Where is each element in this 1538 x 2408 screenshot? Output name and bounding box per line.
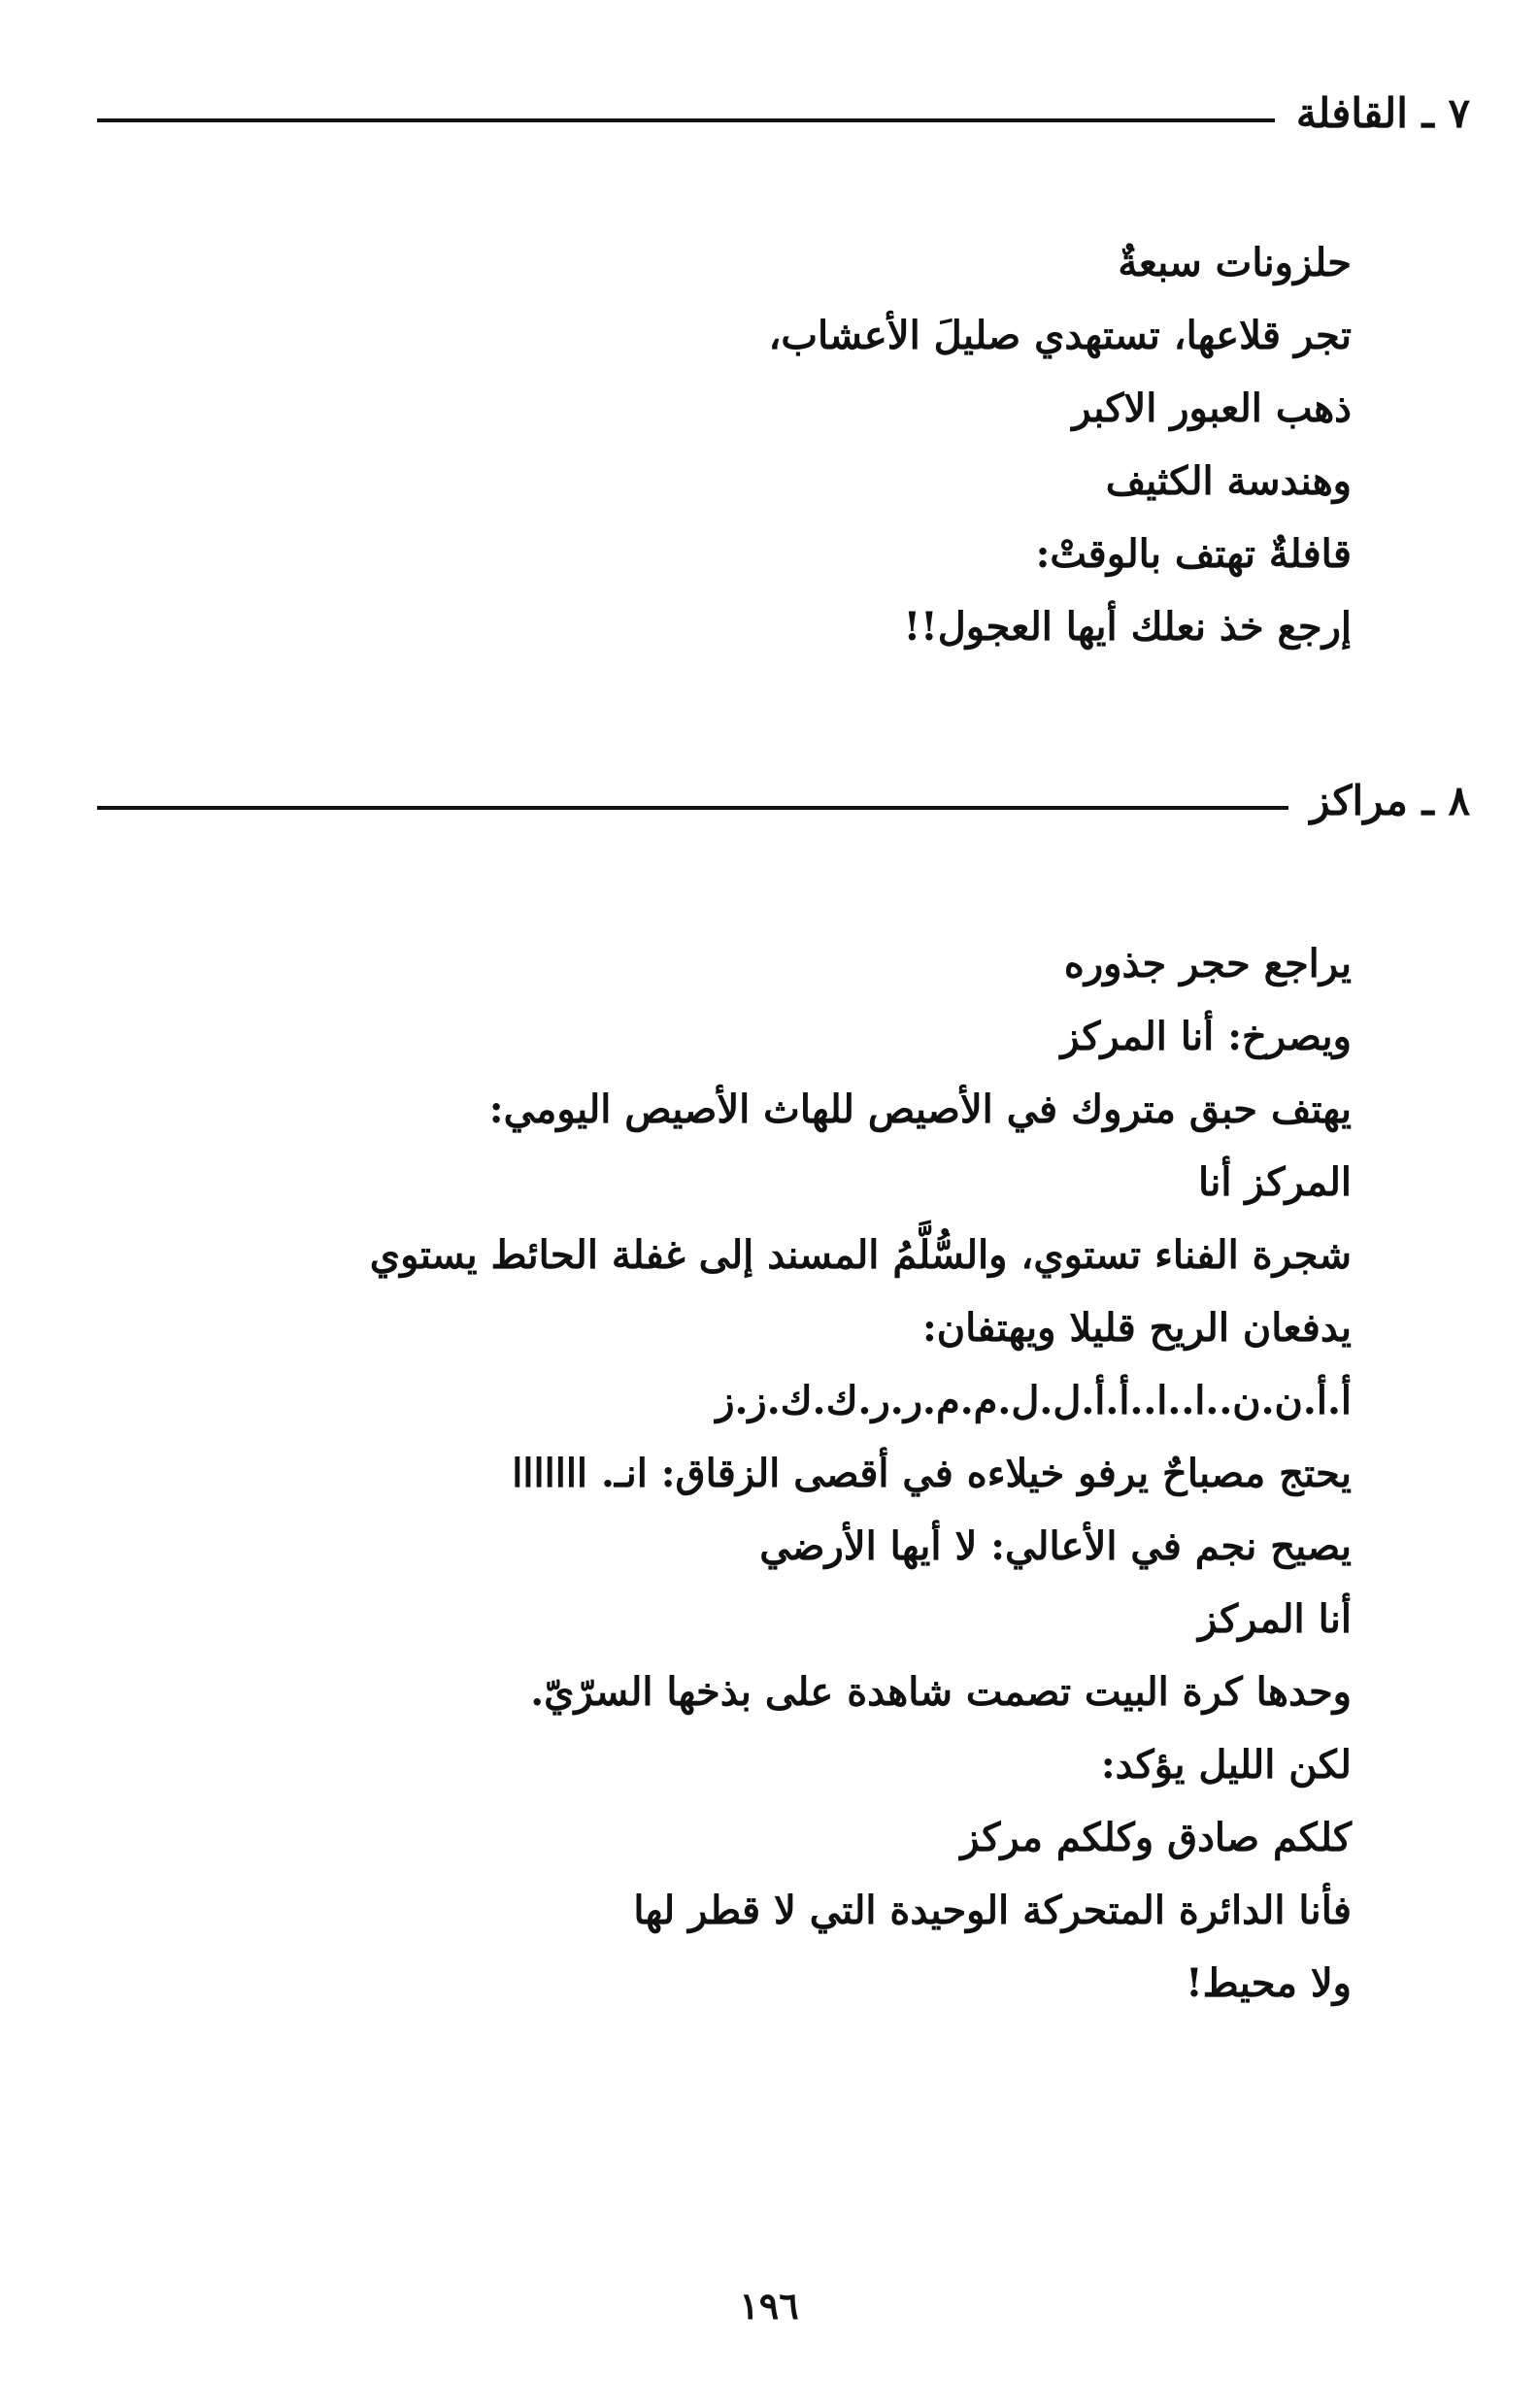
poem-line: ويصرخ: أنا المركز (1060, 1014, 1352, 1059)
poem-line: وحدها كرة البيت تصمت شاهدة على بذخها السرّيّ. (530, 1669, 1352, 1715)
poem-line: فأنا الدائرة المتحركة الوحيدة التي لا قطر لها (633, 1888, 1352, 1933)
section-heading-centers (97, 777, 1470, 824)
page-number: ١٩٦ (739, 2284, 799, 2327)
poem-line: أنا المركز (1198, 1596, 1352, 1642)
heading-rule (97, 118, 1275, 122)
poem-line: ولا محيط! (1186, 1960, 1352, 2006)
poem-line: شجرة الفناء تستوي، والسُّلَّمُ المسند إلى غفلة الحائط يستوي (369, 1232, 1352, 1278)
poem-line: تجر قلاعها، تستهدي صليلَ الأعشاب، (768, 313, 1352, 358)
poem-line: يهتف حبق متروك في الأصيص للهاث الأصيص اليومي: (488, 1087, 1352, 1132)
poem-line: حلزونات سبعةٌ (1118, 240, 1352, 285)
poem-line: يحتج مصباحٌ يرفو خيلاءه في أقصى الزقاق: انـ. ااااااا (512, 1451, 1352, 1496)
poem-line: إرجع خذ نعلك أيها العجول!! (903, 604, 1352, 650)
section-title: ٨ ـ مراكز (1310, 777, 1470, 824)
poem-line: يراجع حجر جذوره (1063, 941, 1352, 987)
poem-line: أ.أ.ن.ن..ا..ا..أ.أ.ل.ل.م.م.ر.ر.ك.ك.ز.ز (716, 1378, 1352, 1423)
heading-rule (97, 806, 1288, 810)
poem-line: المركز أنا (1198, 1159, 1352, 1205)
section-heading-caravan (97, 89, 1470, 137)
poem-line: يصيح نجم في الأعالي: لا أيها الأرضي (759, 1523, 1352, 1569)
poem-line: يدفعان الريح قليلا ويهتفان: (921, 1305, 1352, 1351)
poem-line: قافلةٌ تهتف بالوقتْ: (1035, 531, 1352, 577)
poem-centers (370, 927, 1352, 2020)
section-title: ٧ ـ القافلة (1295, 89, 1470, 137)
poem-line: لكن الليل يؤكد: (1100, 1742, 1352, 1788)
poem-line: كلكم صادق وكلكم مركز (960, 1815, 1352, 1860)
poem-line: ذهب العبور الاكبر (1072, 385, 1352, 431)
poem-caravan (768, 226, 1352, 663)
poem-line: وهندسة الكثيف (1105, 458, 1352, 504)
